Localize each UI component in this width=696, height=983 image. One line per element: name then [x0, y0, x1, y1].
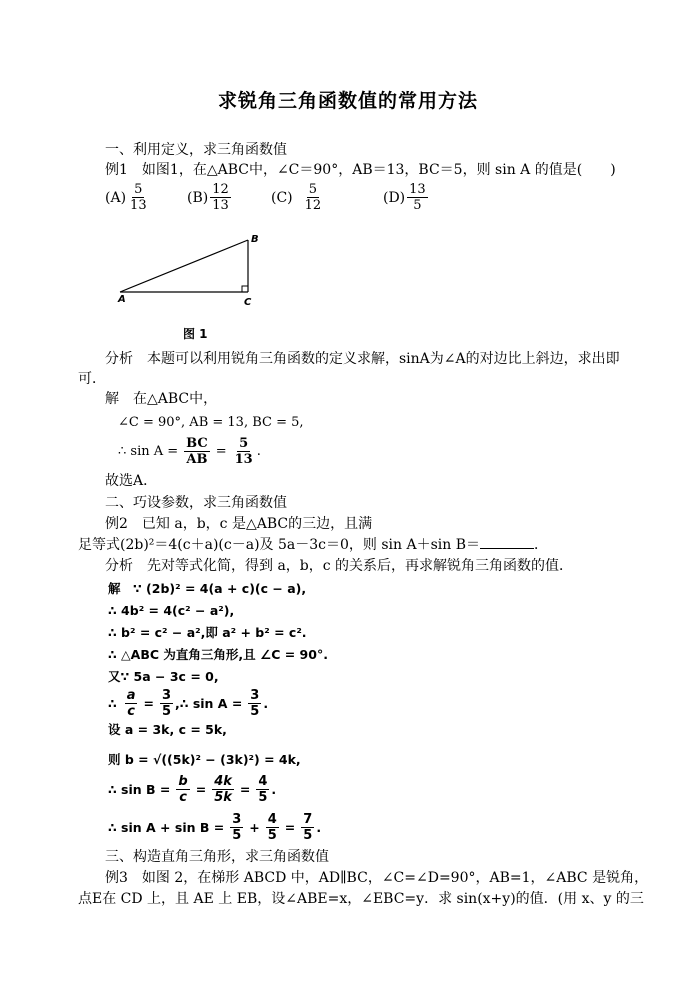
option-c-label: (C) [271, 189, 293, 206]
solution-1-line-1: 解 在△ABC中， [105, 391, 218, 407]
fraction-denominator: AB [186, 452, 208, 467]
sin-a-expression: ,∴ sin A = [175, 695, 243, 711]
fraction-bc-ab [184, 436, 210, 467]
equals-sign: = [195, 781, 207, 797]
vertex-b-label: B [251, 234, 259, 245]
equals-sign: = [284, 819, 296, 835]
option-c [271, 182, 325, 213]
vertex-c-label: C [244, 297, 252, 308]
sum-expression: ∴ sin A + sin B = [108, 819, 225, 835]
fraction-4k-5k [212, 774, 234, 805]
analysis-2: 分析 先对等式化简，得到 a，b，c 的关系后，再求解锐角三角函数的值． [105, 558, 574, 574]
period: . [316, 819, 322, 835]
example-2-line-2 [78, 536, 548, 554]
fraction-denominator: 5 [258, 790, 268, 805]
option-c-denominator: 12 [304, 198, 322, 213]
option-a-fraction [128, 182, 149, 213]
analysis-1-line-2: 可． [78, 371, 106, 387]
fraction-7-5 [301, 812, 314, 843]
solution-2-line-2: ∴ 4b² = 4(c² − a²), [108, 603, 235, 618]
example-3-line-2: 点E在 CD 上，且 AE 上 EB，设∠ABE=x，∠EBC=y．求 sin(x+y)的值．(用 x、y 的三 [78, 891, 644, 907]
fraction-numerator: 4 [258, 774, 268, 789]
fraction-numerator: 5 [239, 436, 249, 451]
example-2-line-1: 例2 已知 a，b，c 是△ABC的三边，且满 [105, 516, 373, 532]
example-1-text: 例1 如图1，在△ABC中，∠C＝90°，AB＝13，BC＝5，则 sin A 的值是( ) [105, 162, 616, 178]
fraction-a-c [125, 688, 138, 719]
sin-a-expression: ∴ sin A = [118, 443, 179, 459]
plus-sign: + [249, 819, 260, 835]
fraction-4-5 [266, 812, 279, 843]
right-angle-mark [242, 286, 248, 292]
answer-1: 故选A． [105, 473, 158, 489]
option-a-numerator: 5 [134, 182, 143, 197]
fraction-5-13 [233, 436, 255, 467]
fraction-numerator: a [126, 688, 136, 703]
fraction-denominator: 5 [232, 828, 242, 843]
option-b-fraction [210, 182, 231, 213]
triangle-figure [108, 226, 278, 316]
fraction-numerator: b [178, 774, 188, 789]
therefore-symbol: ∴ [108, 695, 117, 711]
solution-2-line-3: ∴ b² = c² − a²,即 a² + b² = c². [108, 625, 307, 640]
fraction-denominator: 5k [214, 790, 232, 805]
sin-b-expression: ∴ sin B = [108, 781, 171, 797]
solution-1-line-3 [118, 436, 261, 467]
fraction-denominator: c [127, 704, 135, 719]
solution-1-line-2: ∠C = 90°, AB = 13, BC = 5, [118, 415, 304, 430]
fraction-3-5 [230, 812, 243, 843]
section-heading-3: 三、构造直角三角形，求三角函数值 [105, 849, 329, 865]
period: ． [534, 537, 549, 553]
period: . [263, 695, 269, 711]
solution-2-line-6 [108, 688, 268, 719]
fraction-numerator: BC [186, 436, 208, 451]
section-heading-2: 二、巧设参数，求三角函数值 [105, 495, 287, 511]
period: . [256, 443, 261, 459]
answer-blank [480, 536, 534, 549]
solution-2-line-8: 则 b = √((5k)² − (3k)²) = 4k, [108, 752, 301, 767]
option-b-label: (B) [187, 189, 209, 206]
fraction-denominator: 5 [161, 704, 172, 719]
example-2-condition: 足等式(2b)²＝4(c＋a)(c－a)及 5a－3c＝0，则 sin A＋sin B＝ [78, 537, 481, 553]
option-d-numerator: 13 [409, 182, 426, 197]
fraction-numerator: 3 [161, 688, 172, 703]
option-c-fraction [303, 182, 324, 213]
fraction-numerator: 4 [267, 812, 277, 827]
option-d-denominator: 5 [413, 198, 422, 213]
fraction-denominator: 5 [250, 704, 260, 719]
option-a [105, 182, 151, 213]
solution-2-line-5: 又∵ 5a − 3c = 0, [108, 669, 219, 684]
option-a-denominator: 13 [130, 198, 147, 213]
fraction-denominator: 5 [303, 828, 313, 843]
solution-2-line-9 [108, 774, 276, 805]
option-c-numerator: 5 [308, 182, 318, 197]
fraction-numerator: 3 [250, 688, 260, 703]
figure-1-caption: 图 1 [183, 327, 208, 341]
fraction-4-5 [256, 774, 269, 805]
fraction-numerator: 4k [214, 774, 232, 789]
equals-sign: = [143, 695, 154, 711]
option-b-denominator: 13 [212, 198, 229, 213]
example-3-line-1: 例3 如图 2，在梯形 ABCD 中，AD∥BC，∠C=∠D=90°，AB=1，∠ABC 是锐角， [105, 870, 649, 886]
fraction-denominator: 13 [234, 452, 253, 467]
solution-2-line-10 [108, 812, 321, 843]
fraction-denominator: 5 [267, 828, 277, 843]
fraction-b-c [176, 774, 189, 805]
side-ab [120, 240, 248, 292]
solution-2-line-4: ∴ △ABC 为直角三角形,且 ∠C = 90°. [108, 647, 328, 662]
fraction-numerator: 3 [232, 812, 242, 827]
option-d-label: (D) [383, 189, 406, 206]
option-b [187, 182, 233, 213]
period: . [271, 781, 277, 797]
option-a-label: (A) [105, 189, 127, 206]
fraction-3-5 [248, 688, 261, 719]
fraction-denominator: c [179, 790, 187, 805]
equals-sign: = [239, 781, 251, 797]
solution-2-line-7: 设 a = 3k, c = 5k, [108, 722, 227, 737]
section-heading-1: 一、利用定义，求三角函数值 [105, 142, 287, 158]
page-title: 求锐角三角函数值的常用方法 [217, 90, 478, 112]
equals-sign: = [215, 443, 227, 459]
analysis-1-line-1: 分析 本题可以利用锐角三角函数的定义求解，sinA为∠A的对边比上斜边，求出即 [105, 351, 620, 367]
fraction-3-5 [160, 688, 173, 719]
solution-2-line-1: 解 ∵ (2b)² = 4(a + c)(c − a), [108, 581, 307, 596]
fraction-numerator: 7 [303, 812, 313, 827]
option-b-numerator: 12 [212, 182, 229, 197]
option-d-fraction [407, 182, 428, 213]
option-d [383, 182, 430, 213]
vertex-a-label: A [118, 294, 126, 305]
